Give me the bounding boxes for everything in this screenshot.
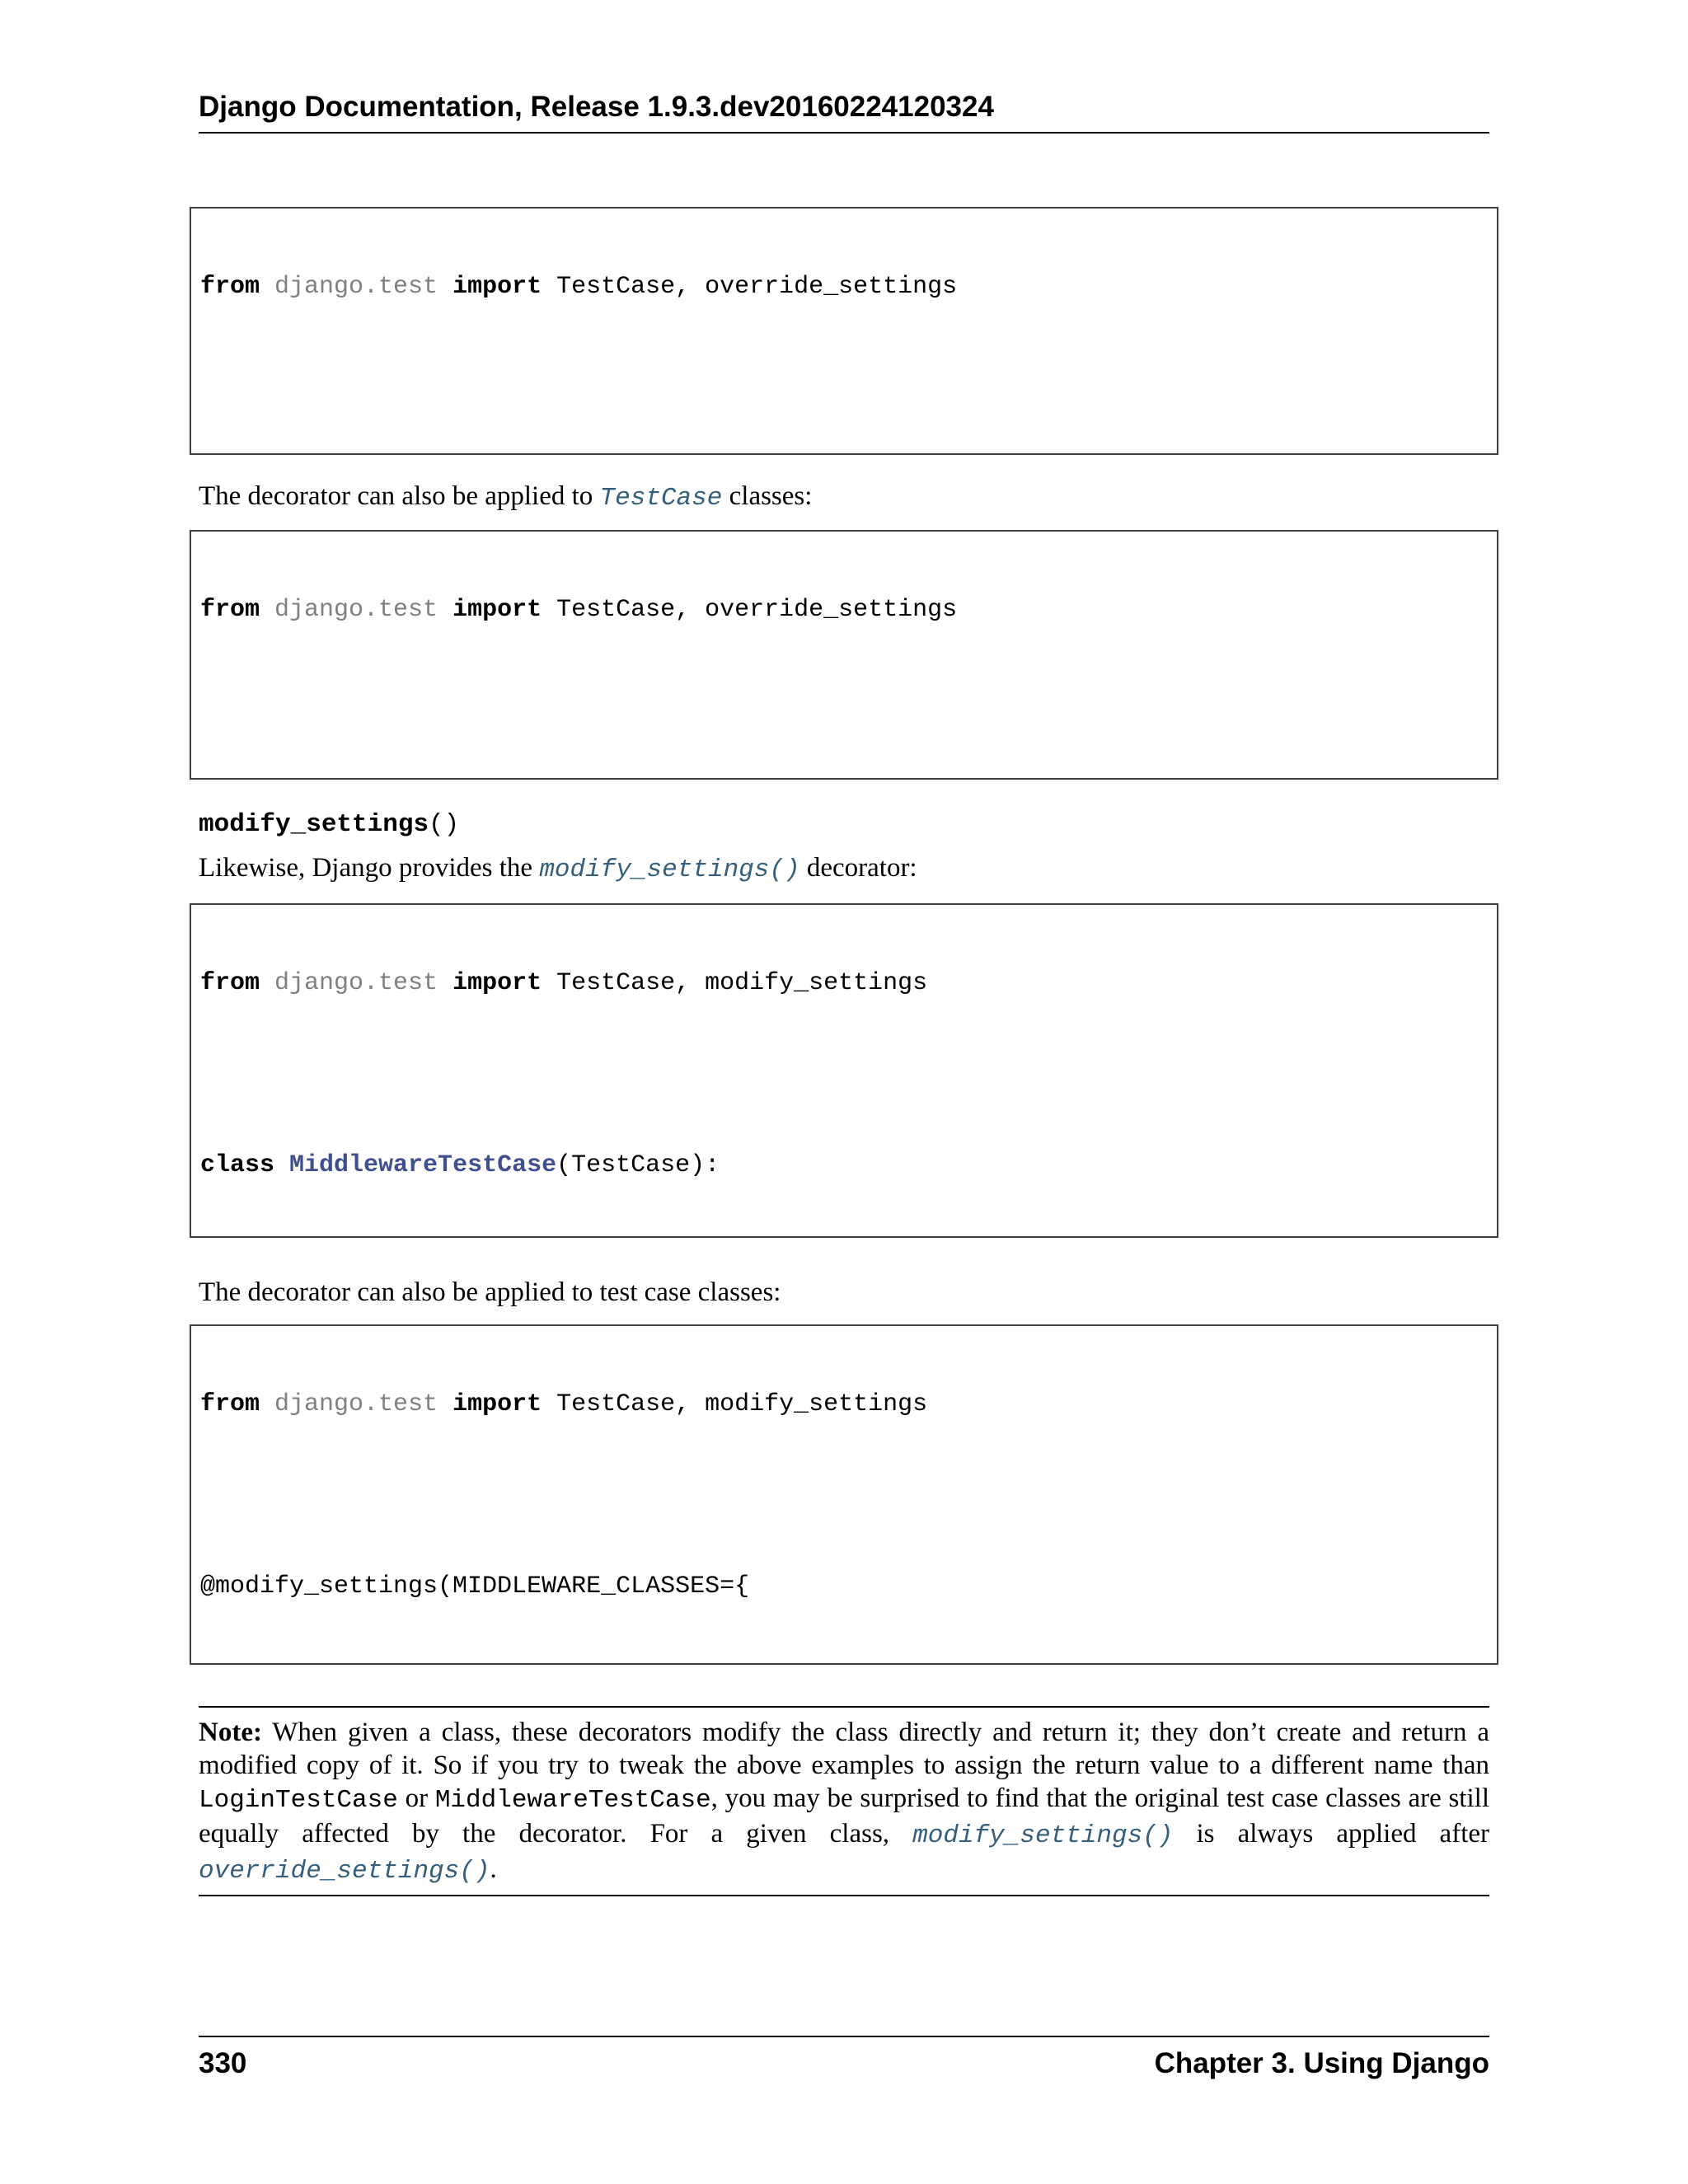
paragraph-decorator-test-case-classes: The decorator can also be applied to test case classes: [199, 1277, 781, 1307]
modify-settings-link[interactable]: modify_settings() [539, 855, 800, 884]
code-block-override-method [190, 207, 1498, 455]
code-line-blank [200, 1481, 1489, 1511]
code-line [200, 1662, 1489, 1665]
page-footer [199, 2036, 1489, 2080]
code-line: from django.test import TestCase, modify_settings [200, 1390, 928, 1419]
code-line: from django.test import TestCase, override_settings [200, 273, 958, 302]
literal-logintestcase: LoginTestCase [199, 1786, 398, 1815]
function-signature-modify-settings: modify_settings() [199, 810, 460, 839]
testcase-link[interactable]: TestCase [599, 484, 723, 513]
literal-middlewaretestcase: MiddlewareTestCase [434, 1786, 711, 1815]
code-block-override-class [190, 530, 1498, 780]
code-line: @modify_settings(MIDDLEWARE_CLASSES={ [200, 1572, 750, 1601]
code-line [200, 454, 1489, 455]
page-number: 330 [199, 2047, 247, 2079]
code-line-blank [200, 687, 1489, 717]
code-block-modify-method [190, 903, 1498, 1238]
code-line-blank [200, 1060, 1489, 1090]
paragraph-decorator-testcase: The decorator can also be applied to TestCase classes: [199, 481, 813, 513]
chapter-title: Chapter 3. Using Django [1154, 2047, 1489, 2079]
page-header [199, 91, 1489, 134]
note-label: Note: [199, 1718, 262, 1747]
code-block-modify-class [190, 1324, 1498, 1665]
note-box: Note: When given a class, these decorators modify the class directly and return it; they don’t create and return a modified copy of it. So if you try to tweak the above examples to assign the return value to a different name than LoginTestCase or MiddlewareTestCase, you may be surprised to find that the original test case classes are still equally affected by the decorator. For a given class, modify_settings() is always applied after override_settings(). [199, 1706, 1489, 1896]
code-line-blank [200, 363, 1489, 394]
override-settings-link[interactable]: override_settings() [199, 1857, 490, 1886]
code-line: from django.test import TestCase, modify_settings [200, 969, 928, 998]
code-line: class MiddlewareTestCase(TestCase): [200, 1151, 720, 1179]
code-line: from django.test import TestCase, override_settings [200, 596, 958, 625]
modify-settings-link[interactable]: modify_settings() [912, 1821, 1174, 1850]
code-line [200, 777, 1489, 780]
header-title: Django Documentation, Release 1.9.3.dev20160224120324 [199, 91, 994, 123]
paragraph-likewise: Likewise, Django provides the modify_settings() decorator: [199, 853, 917, 884]
